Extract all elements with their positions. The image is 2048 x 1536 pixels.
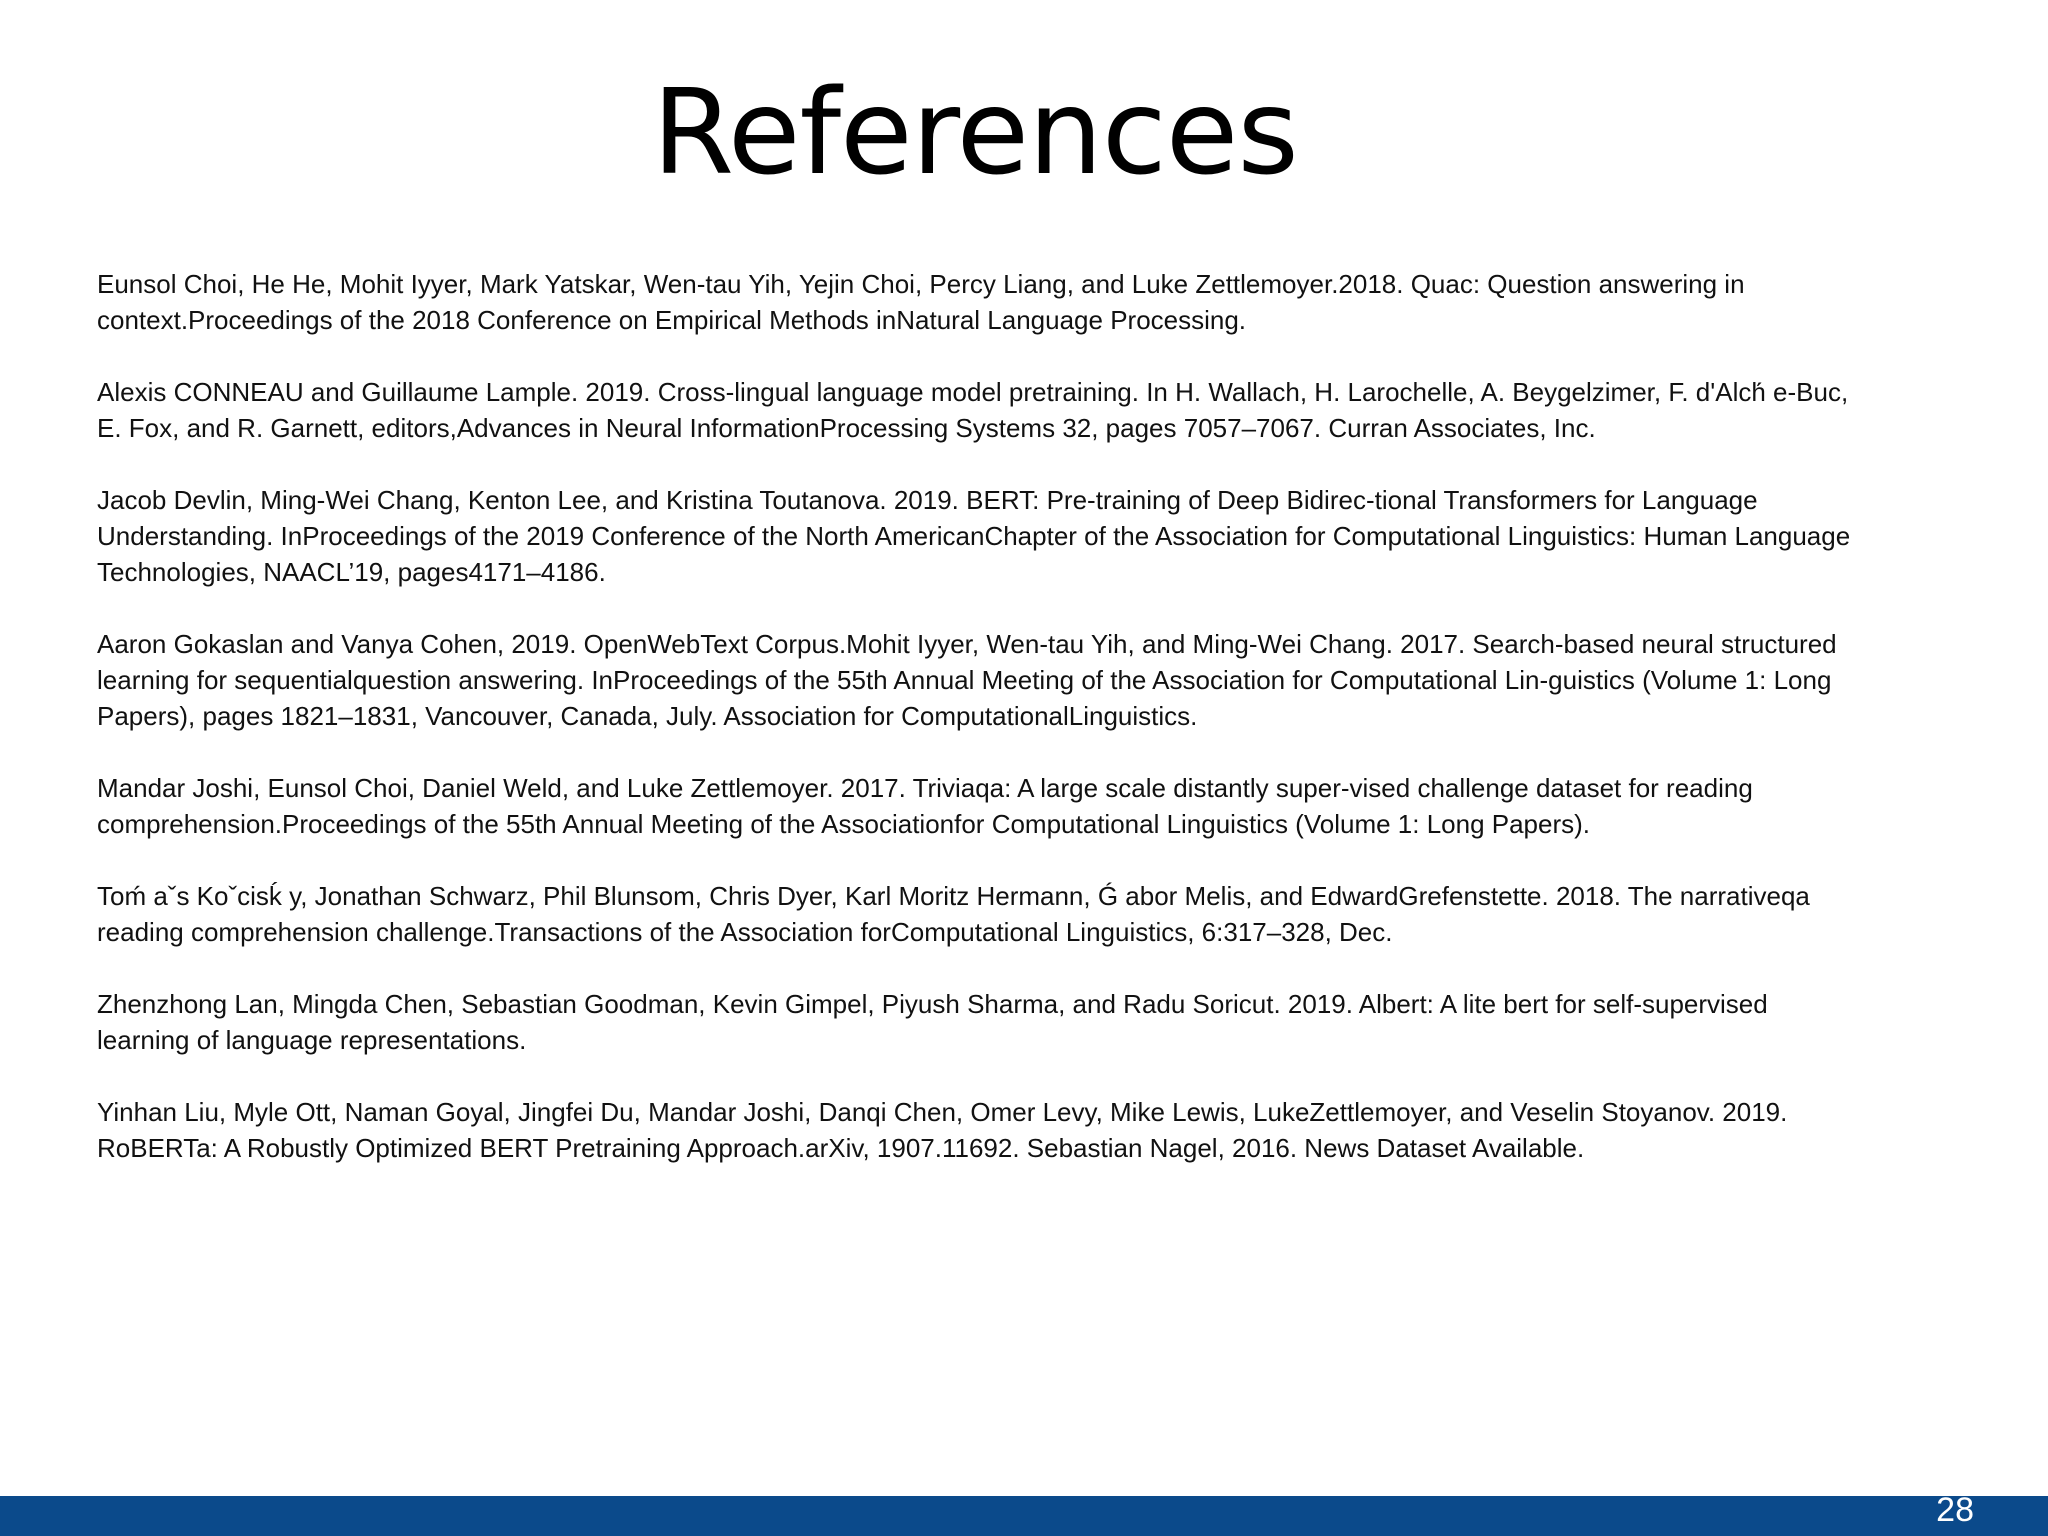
reference-line: context.Proceedings of the 2018 Conference on Empirical Methods inNatural Language Processing. (97, 305, 1247, 335)
reference-line: Technologies, NAACL’19, pages4171–4186. (97, 557, 606, 587)
reference-entry (97, 986, 1977, 1058)
reference-line: Toḿ aˇs Koˇcisḱ y, Jonathan Schwarz, Phil Blunsom, Chris Dyer, Karl Moritz Hermann, Ǵ abor Melis, and EdwardGrefenstette. 2018. The narrativeqa (97, 881, 1810, 911)
reference-entry (97, 878, 1977, 950)
reference-entry (97, 374, 1977, 446)
page-number: 28 (1936, 1491, 1974, 1529)
reference-line: comprehension.Proceedings of the 55th Annual Meeting of the Associationfor Computational Linguistics (Volume 1: Long Papers). (97, 809, 1591, 839)
reference-line: reading comprehension challenge.Transactions of the Association forComputational Linguistics, 6:317–328, Dec. (97, 917, 1393, 947)
reference-entry (97, 626, 1977, 734)
reference-line: Aaron Gokaslan and Vanya Cohen, 2019. OpenWebText Corpus.Mohit Iyyer, Wen-tau Yih, and Ming-Wei Chang. 2017. Search-based neural structured (97, 629, 1837, 659)
reference-entry (97, 482, 1977, 590)
reference-line: Mandar Joshi, Eunsol Choi, Daniel Weld, and Luke Zettlemoyer. 2017. Triviaqa: A large scale distantly super-vised challenge dataset for reading (97, 773, 1753, 803)
reference-line: Understanding. InProceedings of the 2019 Conference of the North AmericanChapter of the Association for Computational Linguistics: Human Language (97, 521, 1851, 551)
reference-line: Papers), pages 1821–1831, Vancouver, Canada, July. Association for ComputationalLinguistics. (97, 701, 1198, 731)
reference-line: Yinhan Liu, Myle Ott, Naman Goyal, Jingfei Du, Mandar Joshi, Danqi Chen, Omer Levy, Mike Lewis, LukeZettlemoyer, and Veselin Stoyanov. 2019. (97, 1097, 1788, 1127)
reference-entry (97, 266, 1977, 338)
reference-line: Zhenzhong Lan, Mingda Chen, Sebastian Goodman, Kevin Gimpel, Piyush Sharma, and Radu Soricut. 2019. Albert: A lite bert for self-supervised (97, 989, 1768, 1019)
reference-line: E. Fox, and R. Garnett, editors,Advances in Neural InformationProcessing Systems 32, pages 7057–7067. Curran Associates, Inc. (97, 413, 1596, 443)
reference-line: learning for sequentialquestion answering. InProceedings of the 55th Annual Meeting of the Association for Computational Lin-guistics (Volume 1: Long (97, 665, 1832, 695)
references-list (97, 266, 1977, 1202)
reference-line: Jacob Devlin, Ming-Wei Chang, Kenton Lee, and Kristina Toutanova. 2019. BERT: Pre-training of Deep Bidirec-tional Transformers for Language (97, 485, 1758, 515)
reference-line: RoBERTa: A Robustly Optimized BERT Pretraining Approach.arXiv, 1907.11692. Sebastian Nagel, 2016. News Dataset Available. (97, 1133, 1585, 1163)
reference-line: learning of language representations. (97, 1025, 527, 1055)
reference-line: Eunsol Choi, He He, Mohit Iyyer, Mark Yatskar, Wen-tau Yih, Yejin Choi, Percy Liang, and Luke Zettlemoyer.2018. Quac: Question answering in (97, 269, 1745, 299)
reference-entry (97, 770, 1977, 842)
reference-entry (97, 1094, 1977, 1166)
footer-bar (0, 1496, 2048, 1536)
slide-title: References (652, 63, 1298, 201)
reference-line: Alexis CONNEAU and Guillaume Lample. 2019. Cross-lingual language model pretraining. In H. Wallach, H. Larochelle, A. Beygelzimer, F. d'Alch́ e-Buc, (97, 377, 1849, 407)
